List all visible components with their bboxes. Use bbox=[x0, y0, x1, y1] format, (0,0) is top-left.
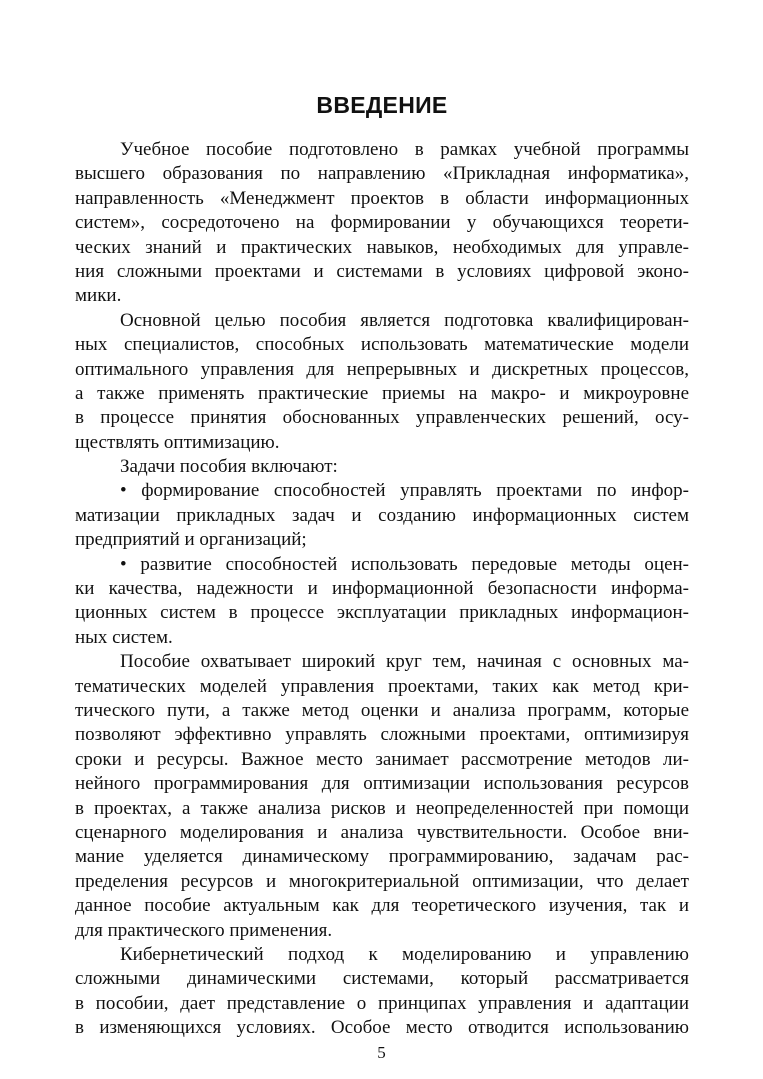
text-line: а также применять практические приемы на макро- и микроуровне bbox=[75, 382, 689, 404]
text-line: мики. bbox=[75, 285, 122, 307]
page-title: ВВЕДЕНИЕ bbox=[316, 92, 448, 118]
text-line: систем», сосредоточено на формировании у обучающихся теорети- bbox=[75, 212, 689, 234]
text-line: нейного программирования для оптимизации использования ресурсов bbox=[75, 773, 689, 795]
text-line: ных специалистов, способных использовать математические модели bbox=[75, 334, 689, 356]
body-text bbox=[75, 138, 689, 1040]
text-line: • формирование способностей управлять проектами по инфор- bbox=[120, 480, 689, 502]
page-number: 5 bbox=[377, 1043, 386, 1062]
text-line: пределения ресурсов и многокритериальной оптимизации, что делает bbox=[75, 870, 689, 892]
text-line: ществлять оптимизацию. bbox=[75, 431, 280, 453]
text-line: ных систем. bbox=[75, 626, 173, 648]
text-line: позволяют эффективно управлять сложными проектами, оптимизируя bbox=[75, 724, 689, 746]
text-line: • развитие способностей использовать передовые методы оцен- bbox=[120, 553, 689, 575]
text-line: в пособии, дает представление о принципах управления и адаптации bbox=[75, 992, 689, 1014]
text-line: сценарного моделирования и анализа чувствительности. Особое вни- bbox=[75, 821, 689, 843]
text-line: направленность «Менеджмент проектов в области информационных bbox=[75, 187, 689, 209]
text-line: ки качества, надежности и информационной безопасности информа- bbox=[75, 578, 689, 600]
text-line: Задачи пособия включают: bbox=[120, 456, 338, 478]
text-line: сложными динамическими системами, который рассматривается bbox=[75, 968, 689, 990]
text-line: мание уделяется динамическому программированию, задачам рас- bbox=[75, 846, 689, 868]
text-line: данное пособие актуальным как для теоретического изучения, так и bbox=[75, 895, 689, 917]
text-line: матизации прикладных задач и созданию информационных систем bbox=[75, 504, 689, 526]
text-line: Основной целью пособия является подготовка квалифицирован- bbox=[120, 309, 689, 331]
text-line: в проектах, а также анализа рисков и неопределенностей при помощи bbox=[75, 797, 689, 819]
text-line: в процессе принятия обоснованных управленческих решений, осу- bbox=[75, 407, 689, 429]
text-line: ционных систем в процессе эксплуатации прикладных информацион- bbox=[75, 602, 689, 624]
text-line: оптимального управления для непрерывных и дискретных процессов, bbox=[75, 358, 689, 380]
text-line: ческих знаний и практических навыков, необходимых для управле- bbox=[75, 236, 689, 258]
text-line: тематических моделей управления проектами, таких как метод кри- bbox=[75, 675, 689, 697]
text-line: Пособие охватывает широкий круг тем, начиная с основных ма- bbox=[120, 651, 689, 673]
text-line: высшего образования по направлению «Прикладная информатика», bbox=[75, 163, 689, 185]
text-line: Учебное пособие подготовлено в рамках учебной программы bbox=[120, 139, 689, 160]
text-line: в изменяющихся условиях. Особое место отводится использованию bbox=[75, 1017, 689, 1039]
text-line: сроки и ресурсы. Важное место занимает рассмотрение методов ли- bbox=[75, 748, 689, 770]
text-line: для практического применения. bbox=[75, 919, 333, 941]
text-line: ния сложными проектами и системами в условиях цифровой эконо- bbox=[75, 260, 689, 282]
text-line: предприятий и организаций; bbox=[75, 529, 307, 551]
text-line: тического пути, а также метод оценки и анализа программ, которые bbox=[75, 699, 689, 721]
text-line: Кибернетический подход к моделированию и управлению bbox=[120, 943, 689, 965]
